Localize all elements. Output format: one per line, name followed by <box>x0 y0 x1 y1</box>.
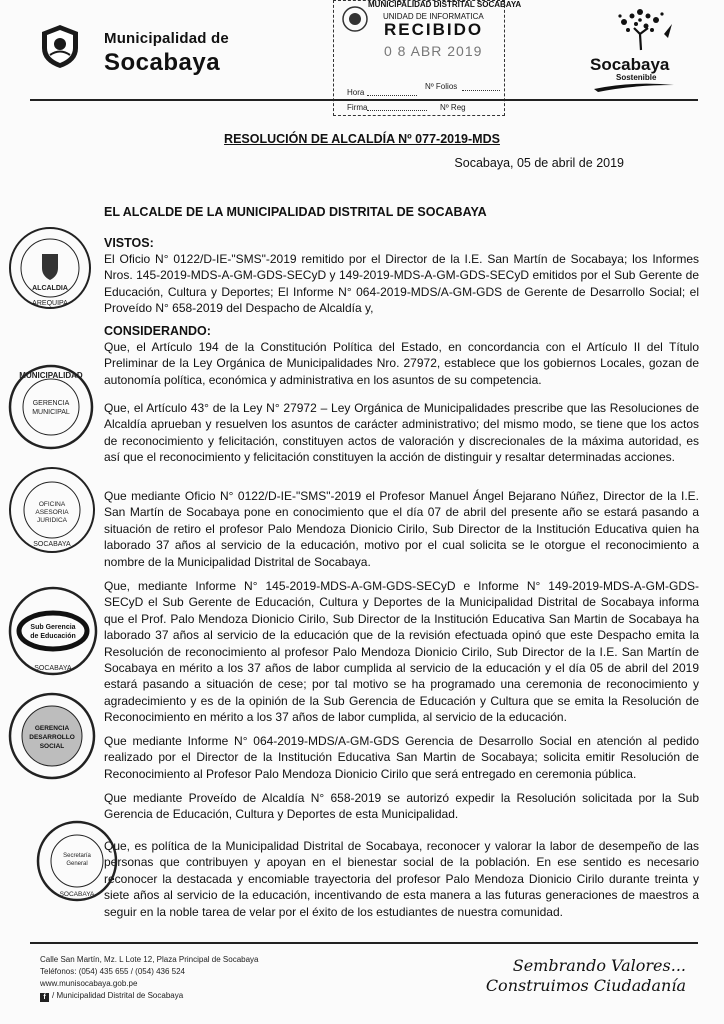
footer-website-link[interactable]: www.munisocabaya.gob.pe <box>40 979 138 988</box>
svg-text:MUNICIPALIDAD: MUNICIPALIDAD <box>19 371 83 380</box>
slogan-line-1: Sembrando Valores... <box>512 956 686 975</box>
considerando-heading: CONSIDERANDO: <box>104 324 211 338</box>
socabaya-sostenible-logo <box>606 4 676 54</box>
considerando-paragraph-4: Que, mediante Informe N° 145-2019-MDS-A-GM-GDS-SECyD e Informe N° 149-2019-MDS-A-GM-GDS-SECyD el Sub Gerente de Educación, Cultura y Deportes de la Municipalidad Distrital de Socabaya informa que el Prof. Palo Mendoza Dionicio Cirilo, Sub Director de la Institución Educativa San Martin de Socabaya ha laborado 37 años al servicio de la educación que de la revisión efectuada opinó que este Despacho emita la Resolución de reconocimiento al profesor Palo Mendoza Dionicio Cirilo, Sub Director de la I.E. San Martín de Socabaya en mérito a los 37 años de labor cumplida al servicio de la educación y el día 05 de abril del 2019 estará pasando a situación de cese; por tal motivo se ha programado una ceremonia de reconocimiento y agradecimiento y es de la opinión de la Sub Gerencia de Educación y Cultura que se emita la Resolución de Reconocimiento en mérito a los 37 años de labor cumplida, al servicio de la educación. <box>104 579 699 725</box>
svg-text:SOCIAL: SOCIAL <box>39 743 65 750</box>
svg-text:de Educación: de Educación <box>30 633 76 640</box>
brand-title: Socabaya <box>104 49 221 76</box>
svg-text:GERENCIA: GERENCIA <box>34 725 70 732</box>
issuer-heading: EL ALCALDE DE LA MUNICIPALIDAD DISTRITAL DE SOCABAYA <box>104 205 487 219</box>
svg-text:AREQUIPA: AREQUIPA <box>32 300 68 307</box>
seal-asesoria-juridica <box>6 464 98 556</box>
resolution-date: Socabaya, 05 de abril de 2019 <box>454 156 624 170</box>
considerando-paragraph-5: Que mediante Informe N° 064-2019-MDS/A-GM-GDS Gerencia de Desarrollo Social en atención al pedido realizado por el Director de la Institución Educativa San Martin de Socabaya; solicita emitir Resolución de Reconocimiento al Profesor Palo Mendoza Dionicio Cirilo que será entregado en ceremonia pública. <box>104 734 699 781</box>
stamp-date: 0 8 ABR 2019 <box>384 43 483 59</box>
stamp-hora-line <box>367 95 417 96</box>
swoosh-decoration <box>592 79 676 93</box>
seal-gerencia-municipal <box>6 362 96 452</box>
stamp-unit: UNIDAD DE INFORMATICA <box>383 12 484 21</box>
stamp-hora-label: Hora <box>347 88 365 97</box>
right-brand-name: Socabaya <box>590 55 670 74</box>
considerando-paragraph-3: Que mediante Oficio N° 0122/D-IE-"SMS"-2019 el Profesor Manuel Ángel Bejarano Núñez, Director de la I.E. San Martín de Socabaya pone en conocimiento que el día 07 de abril del presente año se estará pasando a situación de retiro el profesor Palo Mendoza Dionicio Cirilo, Sub Director de la Institución Educativa quien ha laborado 37 años al servicio de la educación, motivo por el cual solicita se le otorgue el reconocimiento a nombre de la Municipalidad Distrital de Socabaya. <box>104 489 699 569</box>
stamp-reg-label: Nº Reg <box>440 103 466 112</box>
svg-text:Secretaría: Secretaría <box>63 853 91 859</box>
right-brand-subtitle: Sostenible <box>616 73 657 82</box>
svg-text:General: General <box>66 861 88 867</box>
svg-text:ALCALDIA: ALCALDIA <box>32 285 68 292</box>
seal-desarrollo-social <box>6 690 98 782</box>
svg-text:SOCABAYA: SOCABAYA <box>33 541 71 548</box>
stamp-received: RECIBIDO <box>384 20 484 39</box>
brand-subtitle: Municipalidad de <box>104 30 229 47</box>
svg-text:OFICINA: OFICINA <box>38 501 66 508</box>
svg-text:MUNICIPAL: MUNICIPAL <box>32 409 70 416</box>
stamp-institution: MUNICIPALIDAD DISTRITAL SOCABAYA <box>368 0 522 9</box>
stamp-seal-icon <box>340 4 370 34</box>
slogan-line-2: Construimos Ciudadanía <box>485 976 686 995</box>
stamp-firma-line <box>367 110 427 111</box>
vistos-paragraph: El Oficio N° 0122/D-IE-"SMS"-2019 remitido por el Director de la I.E. San Martín de Socabaya; los Informes Nros. 145-2019-MDS-A-GM-GDS-SECyD y 149-2019-MDS-A-GM-GDS-SECyD emitidos por el Sub Gerente de Educación, Cultura y Deportes; El Informe N° 064-2019-MDS/A-GM-GDS de Gerente de Desarrollo Social; el Proveído N° 658-2019 del Despacho de Alcaldía y, <box>104 252 699 316</box>
resolution-title: RESOLUCIÓN DE ALCALDÍA Nº 077-2019-MDS <box>224 132 500 146</box>
stamp-firma-label: Firma <box>347 103 368 112</box>
considerando-paragraph-2: Que, el Artículo 43° de la Ley N° 27972 – Ley Orgánica de Municipalidades prescribe que las Resoluciones de Alcaldía aprueban y resuelven los asuntos de carácter administrativo; del mismo modo, se tiene que los actos de reconocimiento y felicitación, constituyen actos de valoración y discrecionales de la máxima autoridad, es así que el reconocimiento y felicitación constituyen la acción de distinguir y resaltar determinadas acciones. <box>104 401 699 465</box>
seal-alcaldia <box>6 224 94 312</box>
footer-divider <box>30 942 698 944</box>
footer-phones: Teléfonos: (054) 435 655 / (054) 436 524 <box>40 967 185 976</box>
considerando-paragraph-1: Que, el Artículo 194 de la Constitución Política del Estado, en concordancia con el Artículo II del Título Preliminar de la Ley Orgánica de Municipalidades Nro. 27972, establece que los gobiernos Locales, gozan de autonomía política, económica y administrativa en los asuntos de su competencia. <box>104 340 699 387</box>
svg-text:GERENCIA: GERENCIA <box>32 400 70 407</box>
considerando-paragraph-7: Que, es política de la Municipalidad Distrital de Socabaya, reconocer y valorar la labor de desempeño de las personas que contribuyen y apoyan en el bienestar social de la población. En ese sentido es necesario reconocer la destacada y encomiable trayectoria del profesor Palo Mendoza Dionicio Cirilo durante treinta y siete años al servicio de la educación, incentivando de esta manera a las futuras generaciones de maestros a seguir en la noble tarea de velar por el éxito de los estudiantes de nuestra comunidad. <box>104 839 699 919</box>
facebook-icon: f <box>40 993 49 1002</box>
stamp-folios-label: Nº Folios <box>425 82 458 91</box>
header-divider <box>30 99 698 101</box>
footer-facebook-label: / Municipalidad Distrital de Socabaya <box>52 991 184 1000</box>
footer-address: Calle San Martín, Mz. L Lote 12, Plaza Principal de Socabaya <box>40 955 259 964</box>
municipal-crest-logo <box>36 22 84 70</box>
footer-facebook[interactable] <box>40 991 183 1002</box>
svg-text:DESARROLLO: DESARROLLO <box>29 734 75 741</box>
svg-text:Sub Gerencia: Sub Gerencia <box>30 624 76 631</box>
vistos-heading: VISTOS: <box>104 236 154 250</box>
considerando-paragraph-6: Que mediante Proveído de Alcaldía N° 658-2019 se autorizó expedir la Resolución solicitada por la Sub Gerencia de Educación, Cultura y Deportes de esta Municipalidad. <box>104 791 699 822</box>
svg-text:JURIDICA: JURIDICA <box>37 517 67 524</box>
svg-text:ASESORIA: ASESORIA <box>35 509 69 516</box>
seal-secretaria-general <box>34 818 120 904</box>
svg-text:SOCABAYA: SOCABAYA <box>59 891 95 898</box>
stamp-folios-line <box>462 90 500 91</box>
svg-text:SOCABAYA: SOCABAYA <box>34 665 72 672</box>
seal-sub-gerencia-educacion <box>6 584 100 678</box>
